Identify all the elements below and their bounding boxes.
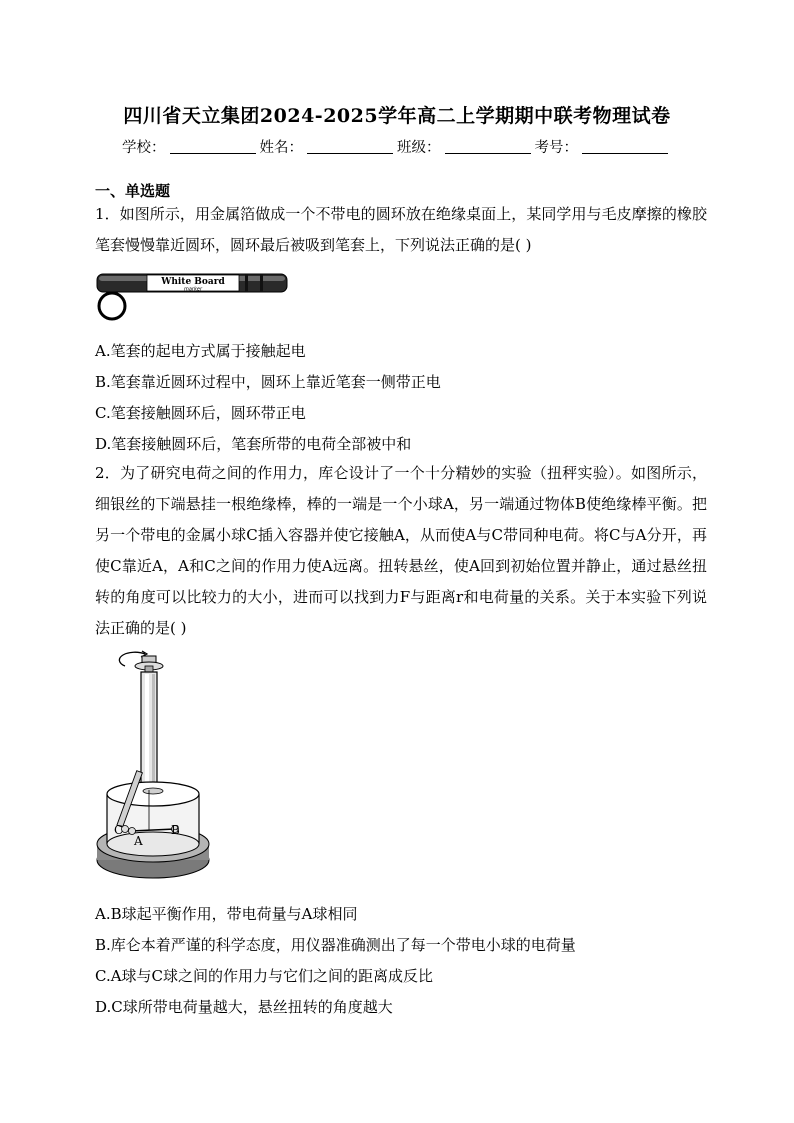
q1-option-d[interactable]: D.笔套接触圆环后，笔套所带的电荷全部被中和 <box>95 435 412 453</box>
q2-option-b[interactable]: B.库仑本着严谨的科学态度，用仪器准确测出了每一个带电小球的电荷量 <box>95 936 576 954</box>
marker-pen-figure <box>95 268 295 322</box>
label-c: C <box>114 823 124 837</box>
class-label: 班级： <box>397 140 441 156</box>
class-blank[interactable] <box>445 139 531 154</box>
student-info-line <box>0 136 794 157</box>
pen-brand-text: White Board <box>161 277 225 287</box>
q1-option-b[interactable]: B.笔套靠近圆环过程中，圆环上靠近笔套一侧带正电 <box>95 373 441 391</box>
q1-option-c[interactable]: C.笔套接触圆环后，圆环带正电 <box>95 404 306 422</box>
pen-sub-text: marker <box>183 286 203 293</box>
label-a: A <box>134 834 143 848</box>
section-heading: 一、单选题 <box>95 182 171 200</box>
q2-option-a[interactable]: A.B球起平衡作用，带电荷量与A球相同 <box>95 905 358 923</box>
name-blank[interactable] <box>307 139 393 154</box>
number-label: 考号： <box>534 140 578 156</box>
torsion-balance-figure <box>95 648 220 893</box>
exam-title: 四川省天立集团2024-2025学年高二上学期期中联考物理试卷 <box>123 105 671 127</box>
name-label: 姓名： <box>259 140 303 156</box>
school-label: 学校： <box>122 140 166 156</box>
question-2-stem: 2．为了研究电荷之间的作用力，库仑设计了一个十分精妙的实验（扭秤实验）。如图所示，细银丝的下端悬挂一根绝缘棒，棒的一端是一个小球A，另一端通过物体B使绝缘棒平衡。把另一个带电的金属小球C插入容器并使它接触A，从而使A与C带同种电荷。将C与A分开，再使C靠近A，A和C之间的作用力使A远离。扭转悬丝，使A回到初始位置并静止，通过悬丝扭转的角度可以比较力的大小，进而可以找到力F与距离r和电荷量的关系。关于本实验下列说法正确的是( ) <box>95 464 707 637</box>
label-b: B <box>171 823 180 837</box>
q2-option-c[interactable]: C.A球与C球之间的作用力与它们之间的距离成反比 <box>95 967 434 985</box>
metal-ring-icon <box>99 293 125 319</box>
question-1-stem: 1．如图所示，用金属箔做成一个不带电的圆环放在绝缘桌面上，某同学用与毛皮摩擦的橡胶笔套慢慢靠近圆环，圆环最后被吸到笔套上，下列说法正确的是( ) <box>95 205 707 254</box>
number-blank[interactable] <box>582 139 668 154</box>
q1-option-a[interactable]: A.笔套的起电方式属于接触起电 <box>95 342 306 360</box>
q2-option-d[interactable]: D.C球所带电荷量越大，悬丝扭转的角度越大 <box>95 998 393 1016</box>
school-blank[interactable] <box>170 139 256 154</box>
